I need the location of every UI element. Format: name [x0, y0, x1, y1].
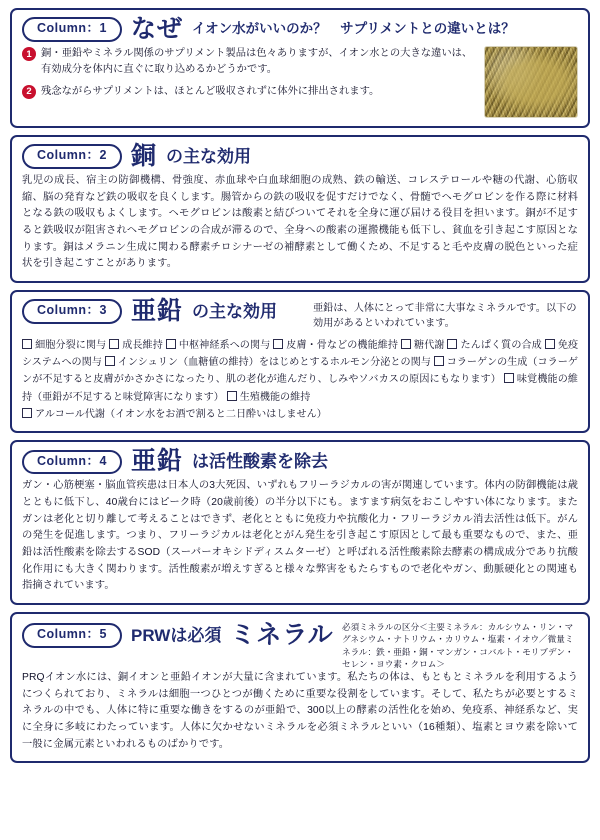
column-2-body: 乳児の成長、宿主の防御機構、骨強度、赤血球や白血球細胞の成熟、鉄の輸送、コレステロールや糖の代謝、心筋収縮、脳の発育など鉄の吸収を良くします。腸管からの鉄の吸収を促すだけでなく、骨髄でヘモグロビンを作る際に材料となる鉄の吸収もよくします。ヘモグロビンは酸素と結びついてそれを全身に運び届ける役目を担います。銅が不足すると鉄吸収が阻害されヘモグロビンの合成が滞るので、全身への酸素の運搬機能も低下し、貧血を引き起こす原因となります。銅はメラニン生成に関わる酵素チロシナーゼの補酵素として働くため、不足すると毛や皮膚の脱色といった症状を引き起こすことがあります。 — [22, 175, 578, 270]
checkbox-icon[interactable] — [22, 339, 32, 349]
checklist-item[interactable] — [273, 340, 398, 351]
column-4-header — [22, 449, 578, 474]
column-4-subtitle: は活性酸素を除去 — [192, 452, 328, 472]
checklist-label: 糖代謝 — [413, 339, 445, 351]
column-3-title: 亜鉛 — [130, 297, 183, 326]
checklist-item[interactable] — [401, 340, 445, 351]
checklist-item[interactable] — [109, 340, 163, 351]
list-item-text: 銅・亜鉛やミネラル関係のサプリメント製品は色々ありますが、イオン水との大きな違いは、有効成分を体内に直ぐに取り込めるかどうかです。 — [41, 48, 473, 76]
sample-photo — [484, 46, 578, 118]
column-4 — [10, 440, 590, 605]
column-1-list — [22, 46, 476, 105]
column-3-subtitle: の主な効用 — [192, 302, 277, 322]
column-2-badge: Column：2 — [22, 144, 122, 169]
checkbox-icon[interactable] — [105, 356, 115, 366]
column-5-header — [22, 621, 578, 670]
column-4-title: 亜鉛 — [130, 447, 183, 476]
checklist-label: 中枢神経系への関与 — [178, 339, 271, 351]
checkbox-icon[interactable] — [401, 339, 411, 349]
column-1-header — [22, 17, 578, 42]
column-3-lead: 亜鉛は、人体にとって非常に大事なミネラルです。以下の効用があるといわれています。 — [313, 303, 577, 330]
checklist-label: 細胞分裂に関与 — [35, 339, 107, 351]
checkbox-icon[interactable] — [545, 339, 555, 349]
list-marker-2: 2 — [22, 85, 36, 99]
list-item-text: 残念ながらサプリメントは、ほとんど吸収されずに体外に排出されます。 — [41, 85, 380, 97]
checklist-label: 生殖機能の維持 — [239, 391, 311, 403]
checklist-label: 免疫システムへの関与 — [22, 339, 579, 368]
checklist-label: アルコール代謝（イオン水をお酒で割ると二日酔いはしません） — [35, 409, 327, 421]
column-1-content — [22, 46, 578, 118]
column-3-header — [22, 299, 578, 332]
checklist-label: コラーゲンの生成（コラーゲンが不足すると皮膚がかさかさになったり、肌の老化が進んだり、しみやソバカスの原因にもなります） — [22, 356, 578, 386]
checklist-label: インシュリン（血糖値の維持）をはじめとするホルモン分泌との関与 — [117, 356, 431, 368]
column-3-title-group — [22, 299, 277, 324]
checkbox-icon[interactable] — [504, 373, 514, 383]
list-item — [22, 84, 476, 100]
checklist-label: 皮膚・骨などの機能維持 — [286, 339, 399, 351]
column-5-note: 必須ミネラルの区分＜主要ミネラル：カルシウム・リン・マグネシウム・ナトリウム・カリウム・塩素・イオウ／微量ミネラル：鉄・亜鉛・銅・マンガン・コバルト・モリブデン・セレン・ヨウ素・クロム＞ — [342, 622, 574, 669]
column-3-checklist — [22, 337, 578, 424]
column-1-badge: Column：1 — [22, 17, 122, 42]
checkbox-icon[interactable] — [273, 339, 283, 349]
checkbox-icon[interactable] — [227, 391, 237, 401]
list-item — [22, 46, 476, 79]
checklist-label: たんぱく質の合成 — [460, 339, 542, 351]
checklist-label: 成長維持 — [122, 339, 163, 351]
checklist-label: 味覚機能の維持（亜鉛が不足すると味覚障害になります） — [22, 374, 578, 403]
checkbox-icon[interactable] — [109, 339, 119, 349]
column-2-subtitle: の主な効用 — [166, 147, 251, 166]
column-5-title-emphasis: ミネラル — [230, 621, 334, 650]
column-1-title: なぜ — [130, 15, 183, 43]
column-1 — [10, 8, 590, 128]
checklist-item[interactable] — [166, 340, 271, 351]
column-5-title: PRWは必須 — [130, 626, 222, 646]
checklist-item[interactable] — [22, 409, 327, 420]
checkbox-icon[interactable] — [166, 339, 176, 349]
column-1-subtitle: イオン水がいいのか？ サプリメントとの違いとは？ — [192, 21, 515, 37]
checkbox-icon[interactable] — [447, 339, 457, 349]
column-5-body: PRQイオン水には、銅イオンと亜鉛イオンが大量に含まれています。私たちの体は、もともとミネラルを利用するようにつくられており、ミネラルは細胞一つひとつが働くために重要な役割をしています。そして、私たちが必要とするミネラルの中でも、人体に特に重要な働きをするのが亜鉛で、300以上の酵素の活性化を始め、免疫系、神経系など、実に全身に多岐にわたっています。人体に欠かせないミネラルを必須ミネラルといい（16種類）、塩素とヨウ素を除いて一般に金属元素といわれるものばかりです。 — [22, 671, 578, 750]
column-3-badge: Column：3 — [22, 299, 122, 324]
column-5-title-group — [22, 621, 334, 648]
checklist-item[interactable] — [105, 357, 431, 368]
checklist-item[interactable] — [22, 340, 106, 351]
list-marker-1: 1 — [22, 47, 36, 61]
checkbox-icon[interactable] — [434, 356, 444, 366]
column-2-title: 銅 — [130, 142, 157, 170]
column-2-header — [22, 144, 578, 169]
column-4-badge: Column：4 — [22, 450, 122, 475]
checklist-item[interactable] — [227, 392, 311, 403]
checklist-item[interactable] — [447, 340, 541, 351]
column-4-body: ガン・心筋梗塞・脳血管疾患は日本人の3大死因、いずれもフリーラジカルの害が関連しています。体内の防御機能は歳とともに低下し、40歳台にはピーク時（20歳前後）の半分以下にも。ますます病気をおこしやすい体になります。またガンは老化と切り離して考えることはできず、老化とともに免疫力や抗酸化力・フリーラジカル消去活性は低下。がんの発生を促進します。つまり、フリーラジカルは老化とがん発生を引き起こす原因として最も重要なもので、また、亜鉛は活性酸素を除去するSOD（スーパーオキシドディスムターゼ）と呼ばれる活性酸素除去酵素の構成成分であり抗酸化作用にも大きく関わります。活性酸素が増えすぎると様々な弊害をもたらすもので老化やガン、動脈硬化との関連も指摘されています。 — [22, 480, 578, 592]
column-2 — [10, 135, 590, 283]
checkbox-icon[interactable] — [22, 408, 32, 418]
column-3 — [10, 290, 590, 433]
column-5-badge: Column：5 — [22, 623, 122, 648]
column-5 — [10, 612, 590, 763]
